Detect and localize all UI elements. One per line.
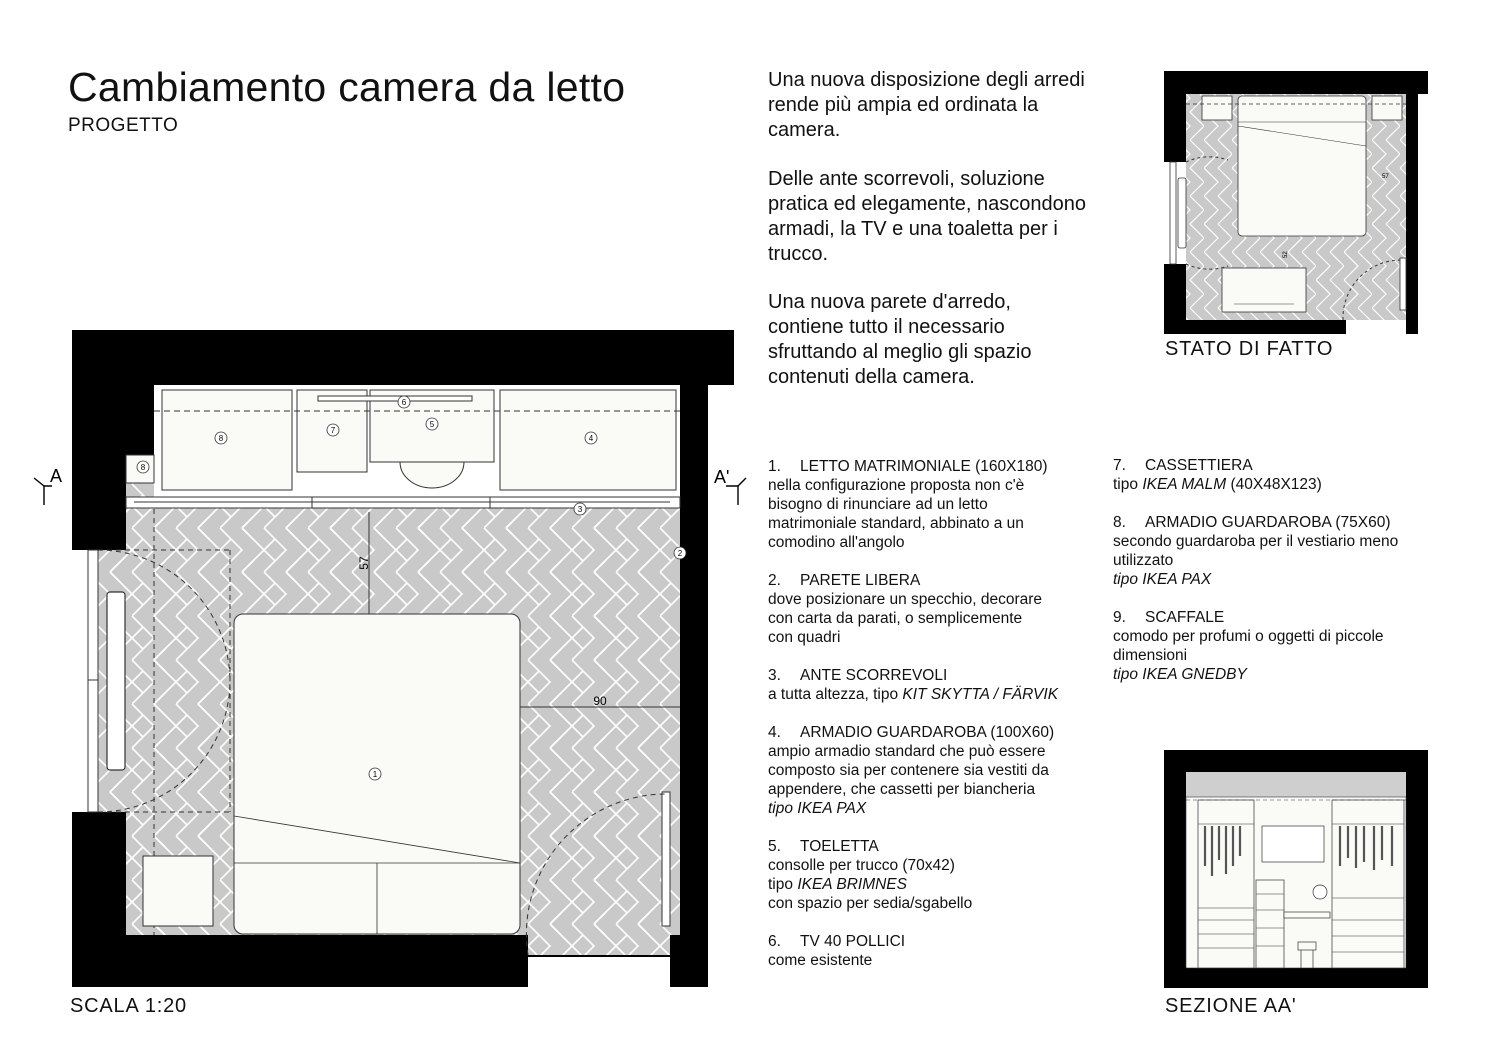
plan-marker-label: 6 xyxy=(401,398,407,407)
section-mirror xyxy=(1313,885,1327,899)
legend-text-segment: tipo xyxy=(1113,476,1143,493)
legend-item-heading: TV 40 POLLICI xyxy=(800,933,906,950)
plan-marker xyxy=(137,461,149,473)
legend-text-segment: IKEA MALM xyxy=(1142,476,1227,493)
intro-line: contiene tutto il necessario xyxy=(768,316,1005,338)
legend-text-segment: nella configurazione proposta non c'è xyxy=(768,477,1025,494)
legend-text-segment: dimensioni xyxy=(1113,647,1188,664)
label-sezione: SEZIONE AA' xyxy=(1165,995,1297,1017)
legend-text-segment: KIT SKYTTA / FÄRVIK xyxy=(902,686,1059,703)
page-subtitle: PROGETTO xyxy=(68,115,179,136)
legend-item-heading: PARETE LIBERA xyxy=(800,572,921,589)
window-frame xyxy=(88,550,98,812)
section-wall-right xyxy=(1406,772,1428,988)
legend-text-segment: tipo IKEA PAX xyxy=(768,800,867,817)
legend-text-segment: con quadri xyxy=(768,629,841,646)
wall-left-upper xyxy=(72,455,126,550)
plan-marker xyxy=(574,503,586,515)
legend-item-heading: CASSETTIERA xyxy=(1145,457,1253,474)
intro-line: Una nuova parete d'arredo, xyxy=(768,291,1011,313)
radiator xyxy=(107,592,125,770)
section-label-a: A xyxy=(50,466,63,486)
existing-radiator xyxy=(1178,178,1186,248)
section-label-a-prime: A' xyxy=(714,467,730,487)
section-vanity-top xyxy=(1284,912,1330,918)
legend-item-number: 7. xyxy=(1113,457,1126,474)
wall-top xyxy=(72,330,734,385)
existing-wall-top xyxy=(1164,71,1428,94)
legend-text-segment: comodo per profumi o oggetti di piccole xyxy=(1113,628,1384,645)
legend-text-segment: tipo IKEA GNEDBY xyxy=(1113,666,1247,683)
existing-window xyxy=(1170,162,1176,264)
existing-wall-right xyxy=(1406,94,1418,334)
plan-marker-label: 7 xyxy=(330,426,336,435)
legend-text-segment: consolle per trucco (70x42) xyxy=(768,857,955,874)
page-title: Cambiamento camera da letto xyxy=(68,64,626,110)
section-mark-a-arrow xyxy=(34,478,44,486)
section-stool xyxy=(1298,942,1316,950)
legend-item-heading: TOELETTA xyxy=(800,838,879,855)
wall-bottom-right xyxy=(670,935,708,987)
plan-marker-label: 8 xyxy=(218,434,224,443)
label-stato-di-fatto: STATO DI FATTO xyxy=(1165,338,1334,360)
existing-wall-left-upper xyxy=(1164,94,1186,162)
legend-text-segment: secondo guardaroba per il vestiario meno xyxy=(1113,533,1399,550)
legend-text-segment: ampio armadio standard che può essere xyxy=(768,743,1046,760)
plan-marker-label: 2 xyxy=(677,549,683,558)
legend-item-heading: ARMADIO GUARDAROBA (75X60) xyxy=(1145,514,1391,531)
wall-top-left xyxy=(72,385,154,455)
intro-line: sfruttando al meglio gli spazio xyxy=(768,341,1032,363)
plan-marker xyxy=(426,418,438,430)
legend-item-number: 3. xyxy=(768,667,781,684)
legend-text-segment: con carta da parati, o semplicemente xyxy=(768,610,1023,627)
intro-line: trucco. xyxy=(768,243,829,265)
section-floor xyxy=(1164,968,1428,988)
legend-item-heading: ARMADIO GUARDAROBA (100X60) xyxy=(800,724,1055,741)
main-floor-plan xyxy=(34,330,746,987)
plan-marker xyxy=(674,547,686,559)
existing-nightstand-r xyxy=(1372,96,1402,120)
legend-text-segment: (40X48X123) xyxy=(1226,476,1322,493)
existing-dim-label-vertical: 52 xyxy=(1283,251,1289,258)
section-tv xyxy=(1262,826,1324,862)
label-scala: SCALA 1:20 xyxy=(70,995,187,1017)
existing-state-plan xyxy=(1164,71,1428,334)
legend-text-segment: tipo xyxy=(768,876,798,893)
section-mark-a-prime-arrow xyxy=(738,478,746,486)
nightstand xyxy=(143,856,213,926)
legend-text-segment: matrimoniale standard, abbinato a un xyxy=(768,515,1024,532)
section-aa xyxy=(1164,750,1428,988)
legend-text-segment: tipo IKEA PAX xyxy=(1113,571,1212,588)
section-wall-left xyxy=(1164,772,1186,988)
intro-line: armadi, la TV e una toaletta per i xyxy=(768,218,1058,240)
legend-item-heading: SCAFFALE xyxy=(1145,609,1225,626)
plan-marker xyxy=(398,396,410,408)
intro-line: camera. xyxy=(768,119,841,141)
wall-right xyxy=(677,385,708,987)
legend-item-number: 8. xyxy=(1113,514,1126,531)
legend-text-segment: dove posizionare un specchio, decorare xyxy=(768,591,1043,608)
plan-marker xyxy=(585,432,597,444)
intro-line: Una nuova disposizione degli arredi xyxy=(768,69,1085,91)
wall-bottom xyxy=(72,935,528,987)
section-wardrobe-left xyxy=(1198,800,1254,968)
legend-item-number: 6. xyxy=(768,933,781,950)
door-threshold xyxy=(519,955,670,957)
section-wardrobe-right xyxy=(1332,800,1404,968)
legend-text-segment: appendere, che cassetti per biancheria xyxy=(768,781,1036,798)
legend-item-number: 2. xyxy=(768,572,781,589)
tv-6 xyxy=(318,396,472,401)
legend-text-segment: a tutta altezza, tipo xyxy=(768,686,903,703)
intro-line: pratica ed elegamente, nascondono xyxy=(768,193,1087,215)
section-ceiling xyxy=(1164,750,1428,772)
section-drawers xyxy=(1256,880,1284,968)
door-leaf xyxy=(662,792,670,926)
legend-text-segment: come esistente xyxy=(768,952,873,969)
legend-item-heading: ANTE SCORREVOLI xyxy=(800,667,948,684)
legend-text-segment: comodino all'angolo xyxy=(768,534,905,551)
plan-marker xyxy=(369,768,381,780)
plan-marker xyxy=(215,432,227,444)
legend-item-number: 1. xyxy=(768,458,781,475)
plan-marker-label: 3 xyxy=(577,505,583,514)
existing-nightstand-l xyxy=(1202,96,1232,120)
plan-marker-label: 5 xyxy=(429,420,435,429)
legend-item-number: 9. xyxy=(1113,609,1126,626)
legend-item-number: 5. xyxy=(768,838,781,855)
legend-text-segment: utilizzato xyxy=(1113,552,1174,569)
section-mark-a xyxy=(44,486,52,505)
plan-marker-label: 4 xyxy=(588,434,594,443)
legend-item-heading: LETTO MATRIMONIALE (160X180) xyxy=(800,458,1048,475)
plan-marker xyxy=(327,424,339,436)
plan-marker-label: 1 xyxy=(372,770,378,779)
legend-text-segment: bisogno di rinunciare ad un letto xyxy=(768,496,988,513)
section-mark-a-prime xyxy=(726,486,738,505)
plan-marker-label: 8 xyxy=(140,463,146,472)
intro-line: contenuti della camera. xyxy=(768,366,975,388)
legend-text-segment: composto sia per contenere sia vestiti da xyxy=(768,762,1049,779)
dim-57-label: 57 xyxy=(357,556,371,570)
existing-wall-bottom xyxy=(1164,320,1346,334)
existing-dresser xyxy=(1222,268,1306,312)
legend-text-segment: IKEA BRIMNES xyxy=(797,876,907,893)
intro-line: Delle ante scorrevoli, soluzione xyxy=(768,168,1045,190)
existing-dim-label: 57 xyxy=(1382,174,1389,180)
existing-bed xyxy=(1238,96,1366,236)
dim-90-label: 90 xyxy=(593,694,607,708)
legend-item-number: 4. xyxy=(768,724,781,741)
legend-text-segment: con spazio per sedia/sgabello xyxy=(768,895,973,912)
intro-line: rende più ampia ed ordinata la xyxy=(768,94,1039,116)
existing-door-leaf xyxy=(1400,258,1406,310)
